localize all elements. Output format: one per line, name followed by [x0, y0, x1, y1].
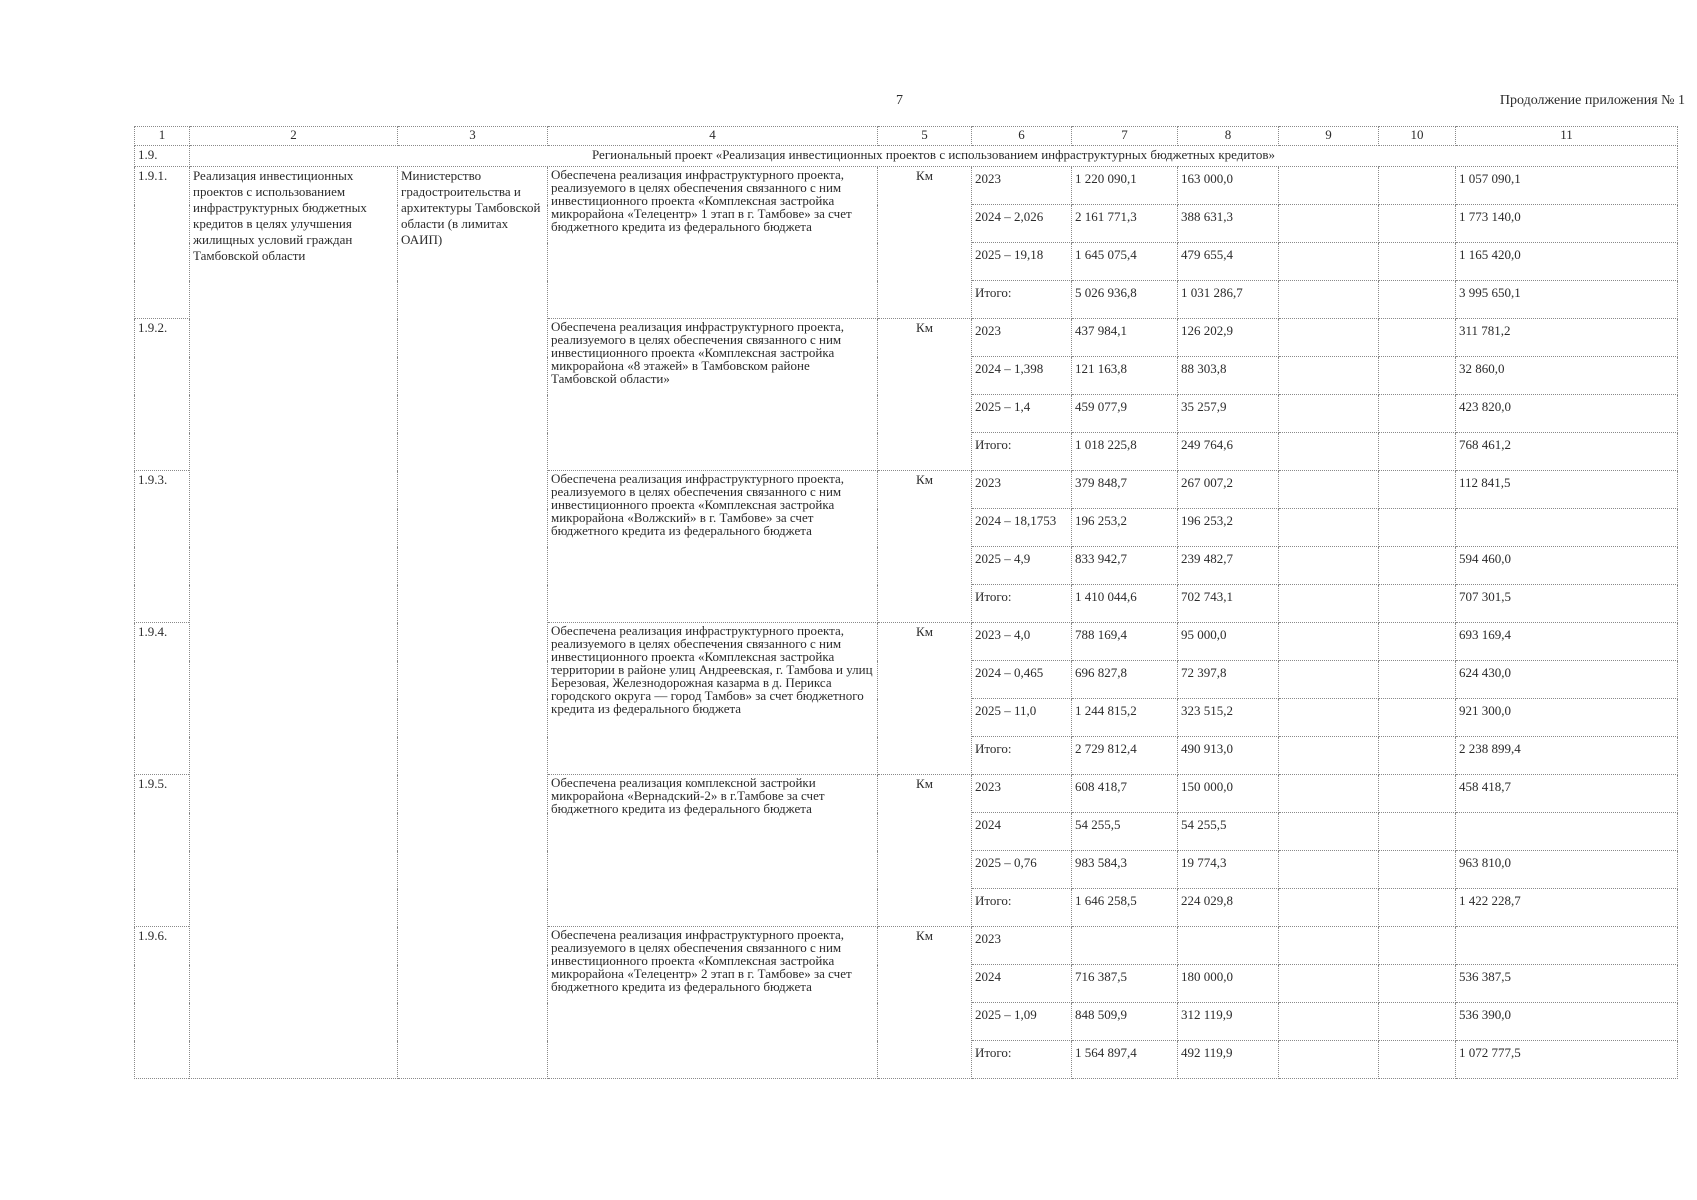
cell-c8: [1178, 927, 1279, 965]
table-row: [135, 167, 1678, 205]
cell-c11: 536 387,5: [1456, 965, 1678, 1003]
column-number-4: 4: [548, 127, 878, 146]
result-description: Обеспечена реализация инфраструктурного проекта, реализуемого в целях обеспечения связанного с ним инвестиционного проекта «Комплексная застройка микрорайона «8 этажей» в Тамбовском районе Тамбовской области»: [548, 319, 878, 471]
result-description: Обеспечена реализация инфраструктурного проекта, реализуемого в целях обеспечения связанного с ним инвестиционного проекта «Комплексная застройка микрорайона «Телецентр» 2 этап в г. Тамбове» за счет бюджетного кредита из федерального бюджета: [548, 927, 878, 1079]
cell-c7: 1 410 044,6: [1072, 585, 1178, 623]
cell-c6: 2024: [972, 965, 1072, 1003]
cell-c7: 1 220 090,1: [1072, 167, 1178, 205]
cell-c8: 239 482,7: [1178, 547, 1279, 585]
cell-c9: [1279, 889, 1379, 927]
cell-c7: 196 253,2: [1072, 509, 1178, 547]
budget-table: [134, 126, 1678, 1079]
cell-c11: 707 301,5: [1456, 585, 1678, 623]
item-number: 1.9.6.: [135, 927, 190, 1079]
cell-c10: [1379, 167, 1456, 205]
cell-c6: 2023: [972, 471, 1072, 509]
cell-c11: 423 820,0: [1456, 395, 1678, 433]
cell-c6: 2025 – 1,4: [972, 395, 1072, 433]
page-number: 7: [896, 93, 903, 108]
cell-c11: [1456, 927, 1678, 965]
cell-c8: 196 253,2: [1178, 509, 1279, 547]
unit-of-measure: Км: [878, 623, 972, 775]
cell-c9: [1279, 319, 1379, 357]
cell-c9: [1279, 813, 1379, 851]
cell-c9: [1279, 433, 1379, 471]
cell-c10: [1379, 205, 1456, 243]
cell-c9: [1279, 281, 1379, 319]
unit-of-measure: Км: [878, 775, 972, 927]
cell-c10: [1379, 699, 1456, 737]
cell-c11: 1 422 228,7: [1456, 889, 1678, 927]
cell-c11: 458 418,7: [1456, 775, 1678, 813]
cell-c11: 1 072 777,5: [1456, 1041, 1678, 1079]
cell-c10: [1379, 965, 1456, 1003]
cell-c9: [1279, 243, 1379, 281]
cell-c9: [1279, 775, 1379, 813]
cell-c6: 2023: [972, 319, 1072, 357]
item-number: 1.9.3.: [135, 471, 190, 623]
item-number: 1.9.5.: [135, 775, 190, 927]
cell-c8: 1 031 286,7: [1178, 281, 1279, 319]
cell-c8: 54 255,5: [1178, 813, 1279, 851]
cell-c7: 54 255,5: [1072, 813, 1178, 851]
cell-c7: 696 827,8: [1072, 661, 1178, 699]
cell-c10: [1379, 851, 1456, 889]
cell-c8: 224 029,8: [1178, 889, 1279, 927]
section-title: Региональный проект «Реализация инвестиционных проектов с использованием инфраструктурных бюджетных кредитов»: [190, 146, 1678, 167]
cell-c6: 2025 – 4,9: [972, 547, 1072, 585]
cell-c8: 249 764,6: [1178, 433, 1279, 471]
result-description: Обеспечена реализация инфраструктурного проекта, реализуемого в целях обеспечения связанного с ним инвестиционного проекта «Комплексная застройка микрорайона «Волжский» в г. Тамбове» за счет бюджетного кредита из федерального бюджета: [548, 471, 878, 623]
cell-c6: 2024 – 2,026: [972, 205, 1072, 243]
cell-c6: 2024 – 1,398: [972, 357, 1072, 395]
cell-c10: [1379, 927, 1456, 965]
cell-c10: [1379, 585, 1456, 623]
cell-c9: [1279, 737, 1379, 775]
cell-c11: 2 238 899,4: [1456, 737, 1678, 775]
cell-c10: [1379, 433, 1456, 471]
cell-c8: 492 119,9: [1178, 1041, 1279, 1079]
cell-c7: 437 984,1: [1072, 319, 1178, 357]
cell-c8: 702 743,1: [1178, 585, 1279, 623]
cell-c11: 1 165 420,0: [1456, 243, 1678, 281]
cell-c8: 150 000,0: [1178, 775, 1279, 813]
cell-c7: 608 418,7: [1072, 775, 1178, 813]
cell-c8: 323 515,2: [1178, 699, 1279, 737]
cell-c9: [1279, 927, 1379, 965]
event-name: Реализация инвестиционных проектов с использованием инфраструктурных бюджетных кредитов в целях улучшения жилищных условий граждан Тамбовской области: [190, 167, 398, 1079]
responsible-executor: Министерство градостроительства и архитектуры Тамбовской области (в лимитах ОАИП): [398, 167, 548, 1079]
item-number: 1.9.4.: [135, 623, 190, 775]
cell-c7: 716 387,5: [1072, 965, 1178, 1003]
cell-c7: 1 244 815,2: [1072, 699, 1178, 737]
cell-c10: [1379, 1041, 1456, 1079]
column-number-2: 2: [190, 127, 398, 146]
cell-c7: 848 509,9: [1072, 1003, 1178, 1041]
cell-c6: Итого:: [972, 281, 1072, 319]
cell-c7: 1 564 897,4: [1072, 1041, 1178, 1079]
section-number: 1.9.: [135, 146, 190, 167]
cell-c7: 121 163,8: [1072, 357, 1178, 395]
cell-c8: 479 655,4: [1178, 243, 1279, 281]
column-number-9: 9: [1279, 127, 1379, 146]
cell-c8: 35 257,9: [1178, 395, 1279, 433]
cell-c11: 963 810,0: [1456, 851, 1678, 889]
cell-c7: 1 646 258,5: [1072, 889, 1178, 927]
cell-c10: [1379, 395, 1456, 433]
cell-c11: 768 461,2: [1456, 433, 1678, 471]
result-description: Обеспечена реализация инфраструктурного проекта, реализуемого в целях обеспечения связанного с ним инвестиционного проекта «Комплексная застройка территории в районе улиц Андреевская, г. Тамбова и улиц Березовая, Железнодорожная казарма в д. Перикса городского округа — город Тамбов» за счет бюджетного кредита из федерального бюджета: [548, 623, 878, 775]
cell-c7: 379 848,7: [1072, 471, 1178, 509]
cell-c11: 594 460,0: [1456, 547, 1678, 585]
column-number-row: [135, 127, 1678, 146]
cell-c6: Итого:: [972, 889, 1072, 927]
cell-c7: 1 018 225,8: [1072, 433, 1178, 471]
cell-c9: [1279, 661, 1379, 699]
item-number: 1.9.1.: [135, 167, 190, 319]
result-description: Обеспечена реализация комплексной застройки микрорайона «Вернадский-2» в г.Тамбове за счет бюджетного кредита из федерального бюджета: [548, 775, 878, 927]
cell-c6: 2025 – 19,18: [972, 243, 1072, 281]
unit-of-measure: Км: [878, 471, 972, 623]
cell-c9: [1279, 471, 1379, 509]
cell-c9: [1279, 623, 1379, 661]
cell-c6: Итого:: [972, 433, 1072, 471]
cell-c7: 833 942,7: [1072, 547, 1178, 585]
cell-c10: [1379, 547, 1456, 585]
column-number-1: 1: [135, 127, 190, 146]
cell-c8: 126 202,9: [1178, 319, 1279, 357]
cell-c10: [1379, 661, 1456, 699]
cell-c11: 624 430,0: [1456, 661, 1678, 699]
result-description: Обеспечена реализация инфраструктурного проекта, реализуемого в целях обеспечения связанного с ним инвестиционного проекта «Комплексная застройка микрорайона «Телецентр» 1 этап в г. Тамбове» за счет бюджетного кредита из федерального бюджета: [548, 167, 878, 319]
cell-c10: [1379, 471, 1456, 509]
cell-c9: [1279, 357, 1379, 395]
item-number: 1.9.2.: [135, 319, 190, 471]
cell-c8: 72 397,8: [1178, 661, 1279, 699]
cell-c11: 1 057 090,1: [1456, 167, 1678, 205]
cell-c6: 2024: [972, 813, 1072, 851]
cell-c11: 3 995 650,1: [1456, 281, 1678, 319]
cell-c11: 536 390,0: [1456, 1003, 1678, 1041]
cell-c10: [1379, 319, 1456, 357]
cell-c6: Итого:: [972, 737, 1072, 775]
cell-c10: [1379, 281, 1456, 319]
cell-c8: 490 913,0: [1178, 737, 1279, 775]
cell-c11: 921 300,0: [1456, 699, 1678, 737]
unit-of-measure: Км: [878, 927, 972, 1079]
cell-c8: 388 631,3: [1178, 205, 1279, 243]
cell-c9: [1279, 547, 1379, 585]
cell-c7: 788 169,4: [1072, 623, 1178, 661]
cell-c10: [1379, 737, 1456, 775]
cell-c9: [1279, 509, 1379, 547]
column-number-11: 11: [1456, 127, 1678, 146]
column-number-10: 10: [1379, 127, 1456, 146]
cell-c11: 32 860,0: [1456, 357, 1678, 395]
cell-c6: 2024 – 0,465: [972, 661, 1072, 699]
cell-c10: [1379, 775, 1456, 813]
cell-c9: [1279, 205, 1379, 243]
cell-c6: 2023: [972, 167, 1072, 205]
cell-c11: [1456, 509, 1678, 547]
cell-c7: 2 729 812,4: [1072, 737, 1178, 775]
column-number-5: 5: [878, 127, 972, 146]
cell-c6: Итого:: [972, 1041, 1072, 1079]
cell-c10: [1379, 889, 1456, 927]
cell-c11: 311 781,2: [1456, 319, 1678, 357]
cell-c6: 2023 – 4,0: [972, 623, 1072, 661]
cell-c9: [1279, 1041, 1379, 1079]
cell-c6: 2025 – 0,76: [972, 851, 1072, 889]
cell-c10: [1379, 357, 1456, 395]
section-row: [135, 146, 1678, 167]
cell-c9: [1279, 965, 1379, 1003]
cell-c11: 693 169,4: [1456, 623, 1678, 661]
cell-c8: 312 119,9: [1178, 1003, 1279, 1041]
cell-c8: 95 000,0: [1178, 623, 1279, 661]
cell-c6: 2025 – 1,09: [972, 1003, 1072, 1041]
cell-c10: [1379, 813, 1456, 851]
unit-of-measure: Км: [878, 319, 972, 471]
cell-c10: [1379, 623, 1456, 661]
column-number-8: 8: [1178, 127, 1279, 146]
cell-c9: [1279, 395, 1379, 433]
cell-c7: [1072, 927, 1178, 965]
appendix-continuation-label: Продолжение приложения № 1: [1499, 93, 1685, 108]
cell-c10: [1379, 243, 1456, 281]
cell-c8: 267 007,2: [1178, 471, 1279, 509]
cell-c9: [1279, 585, 1379, 623]
cell-c8: 163 000,0: [1178, 167, 1279, 205]
cell-c7: 5 026 936,8: [1072, 281, 1178, 319]
cell-c9: [1279, 167, 1379, 205]
cell-c6: 2025 – 11,0: [972, 699, 1072, 737]
cell-c6: 2024 – 18,1753: [972, 509, 1072, 547]
cell-c6: 2023: [972, 775, 1072, 813]
column-number-3: 3: [398, 127, 548, 146]
cell-c11: 112 841,5: [1456, 471, 1678, 509]
cell-c11: 1 773 140,0: [1456, 205, 1678, 243]
cell-c7: 459 077,9: [1072, 395, 1178, 433]
cell-c8: 19 774,3: [1178, 851, 1279, 889]
cell-c6: Итого:: [972, 585, 1072, 623]
cell-c7: 2 161 771,3: [1072, 205, 1178, 243]
cell-c7: 1 645 075,4: [1072, 243, 1178, 281]
cell-c10: [1379, 509, 1456, 547]
cell-c8: 88 303,8: [1178, 357, 1279, 395]
unit-of-measure: Км: [878, 167, 972, 319]
cell-c11: [1456, 813, 1678, 851]
cell-c8: 180 000,0: [1178, 965, 1279, 1003]
cell-c9: [1279, 851, 1379, 889]
cell-c9: [1279, 1003, 1379, 1041]
column-number-6: 6: [972, 127, 1072, 146]
cell-c7: 983 584,3: [1072, 851, 1178, 889]
column-number-7: 7: [1072, 127, 1178, 146]
cell-c9: [1279, 699, 1379, 737]
cell-c6: 2023: [972, 927, 1072, 965]
cell-c10: [1379, 1003, 1456, 1041]
